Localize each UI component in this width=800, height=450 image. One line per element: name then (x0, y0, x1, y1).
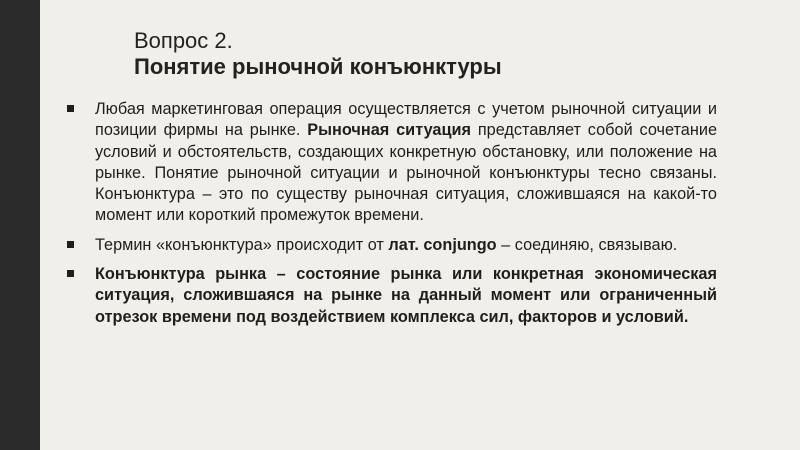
bullet-text: Любая маркетинговая операция осуществляется с учетом рыночной ситуации и позиции фирмы на рынке. (95, 100, 717, 140)
square-bullet-icon (67, 105, 74, 112)
bullet-list (67, 99, 717, 336)
bullet-item (67, 235, 717, 256)
bullet-text-bold: Рыночная ситуация (307, 121, 471, 140)
bullet-text: Термин «конъюнктура» происходит от (95, 235, 389, 254)
title-line-1: Вопрос 2. (134, 28, 233, 53)
slide-title (134, 28, 754, 80)
bullet-text: – соединяю, связываю. (496, 235, 678, 254)
bullet-text: представляет собой сочетание условий и обстоятельств, создающих конкретную обстановку, или положение на рынке. Понятие рыночной ситуации и рыночной конъюнктуры тесно связаны. Конъюнктура – это по существу рыночная ситуация, сложившаяся на какой-то момент или короткий промежуток времени. (95, 121, 718, 225)
bullet-item (67, 264, 717, 328)
bullet-text-bold: лат. conjungo (388, 235, 497, 254)
bullet-item (67, 99, 717, 227)
bullet-text-bold: Конъюнктура рынка – состояние рынка или конкретная экономическая ситуация, сложившаяся на рынке на данный момент или ограниченный отрезок времени под воздействием комплекса сил, факторов и условий. (95, 265, 717, 326)
left-edge-bar (0, 0, 40, 450)
square-bullet-icon (67, 270, 74, 277)
square-bullet-icon (67, 241, 74, 248)
title-line-2: Понятие рыночной конъюнктуры (134, 54, 502, 79)
